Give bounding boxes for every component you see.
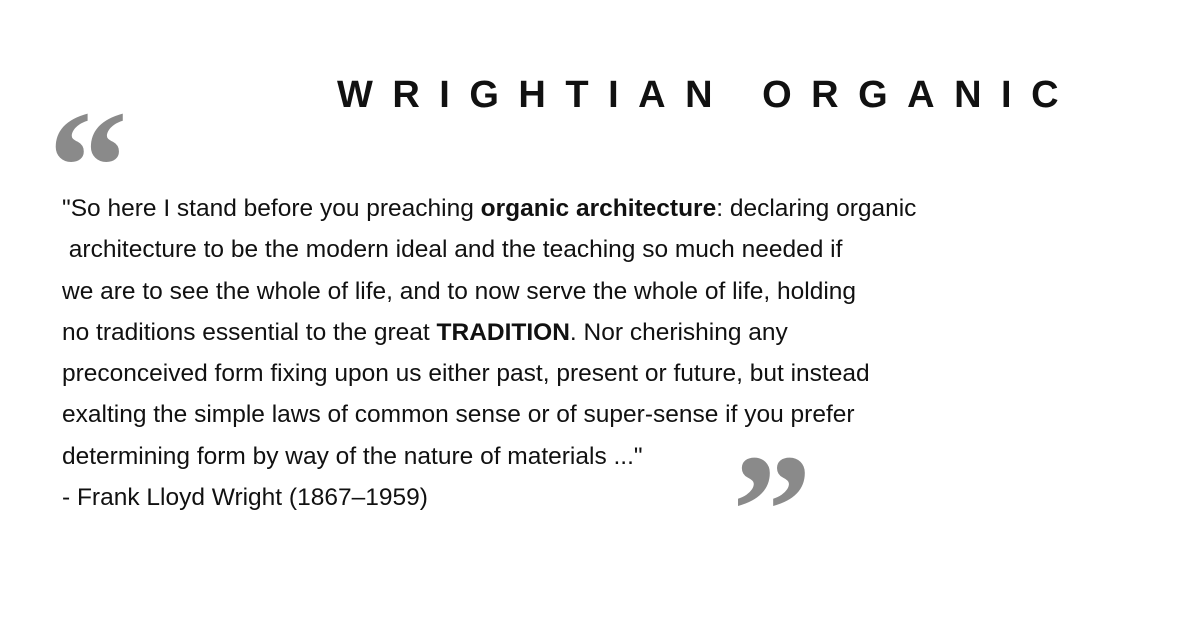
quote-text: "So here I stand before you preaching	[62, 195, 481, 222]
quote-line-3: we are to see the whole of life, and to now serve the whole of life, holding	[62, 277, 857, 305]
quote-text: no traditions essential to the great	[62, 318, 437, 346]
quote-line-4	[62, 312, 1062, 353]
quote-text: : declaring organic	[716, 195, 917, 222]
page-title: WRIGHTIAN ORGANIC	[337, 74, 1079, 116]
quote-text: . Nor cherishing any	[569, 318, 788, 346]
close-quote-icon: ”	[732, 421, 812, 599]
open-quote-icon: “	[48, 77, 128, 255]
quote-emphasis: TRADITION	[436, 318, 570, 346]
quote-line-5: preconceived form fixing upon us either past, present or future, but instead	[62, 360, 870, 388]
quote-line-2: architecture to be the modern ideal and the teaching so much needed if	[62, 236, 843, 264]
quote-line-7: determining form by way of the nature of materials ..."	[62, 442, 643, 470]
quote-line-6: exalting the simple laws of common sense or of super-sense if you prefer	[62, 401, 855, 429]
attribution: - Frank Lloyd Wright (1867–1959)	[62, 484, 428, 512]
quote-block	[62, 188, 1062, 518]
quote-line-1	[62, 188, 1062, 229]
quote-emphasis: organic architecture	[480, 195, 717, 222]
